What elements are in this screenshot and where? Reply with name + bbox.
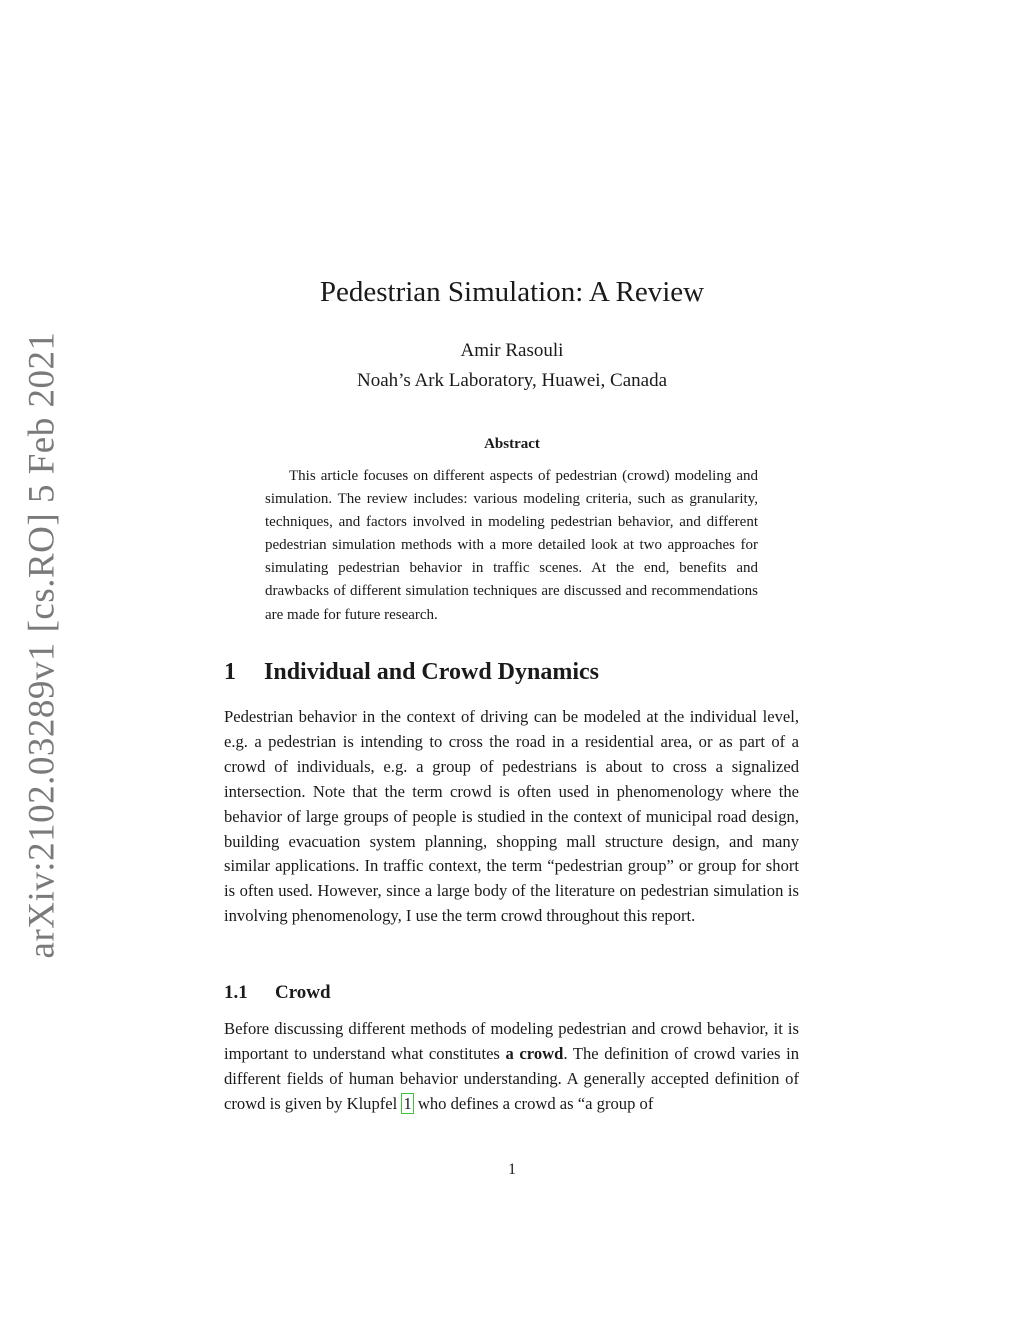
page-number: 1 (508, 1161, 516, 1178)
subsection-title: Crowd (275, 982, 331, 1003)
section-heading (224, 659, 599, 686)
subsection-number: 1.1 (224, 982, 248, 1003)
abstract-text: This article focuses on different aspects of pedestrian (crowd) modeling and simulation. The review includes: various modeling criteria, such as granularity, techniques, and factors involved in modeling pedestrian behavior, and different pedestrian simulation methods with a more detailed look at two approaches for simulating pedestrian behavior in traffic scenes. At the end, benefits and drawbacks of different simulation techniques are discussed and recommendations are made for future research. (265, 468, 758, 623)
paragraph-text-part1: Before discussing different methods of modeling pedestrian and crowd behavior, it is important to understand what constitutes (224, 1019, 799, 1063)
author-name: Amir Rasouli (460, 340, 564, 361)
subsection-heading (224, 982, 331, 1004)
author-affiliation: Noah’s Ark Laboratory, Huawei, Canada (356, 370, 668, 391)
arxiv-identifier-stamp: arXiv:2102.03289v1 [cs.RO] 5 Feb 2021 (21, 331, 63, 959)
section-title: Individual and Crowd Dynamics (264, 659, 599, 685)
paragraph-bold-term: a crowd (505, 1043, 564, 1063)
section-paragraph: Pedestrian behavior in the context of driving can be modeled at the individual level, e.g. a pedestrian is intending to cross the road in a residential area, or as part of a crowd of individuals, e.g. a group of pedestrians is about to cross a signalized intersection. Note that the term crowd is often used in phenomenology where the behavior of large groups of people is studied in the context of municipal road design, building evacuation system planning, shopping mall structure design, and many similar applications. In traffic context, the term “pedestrian group” or group for short is often used. However, since a large body of the literature on pedestrian simulation is involving phenomenology, I use the term crowd throughout this report. (224, 707, 799, 926)
subsection-paragraph (224, 1017, 799, 1117)
citation-link[interactable]: 1 (403, 1093, 412, 1113)
paragraph-text-part3: who defines a crowd as “a group of (413, 1093, 654, 1113)
abstract-heading: Abstract (484, 436, 540, 452)
paragraph-text-part2: . The definition of crowd varies in different fields of human behavior understanding. A generally accepted definition of crowd is given by Klupfel (224, 1043, 799, 1113)
paper-title: Pedestrian Simulation: A Review (319, 276, 705, 308)
section-number: 1 (224, 659, 236, 685)
